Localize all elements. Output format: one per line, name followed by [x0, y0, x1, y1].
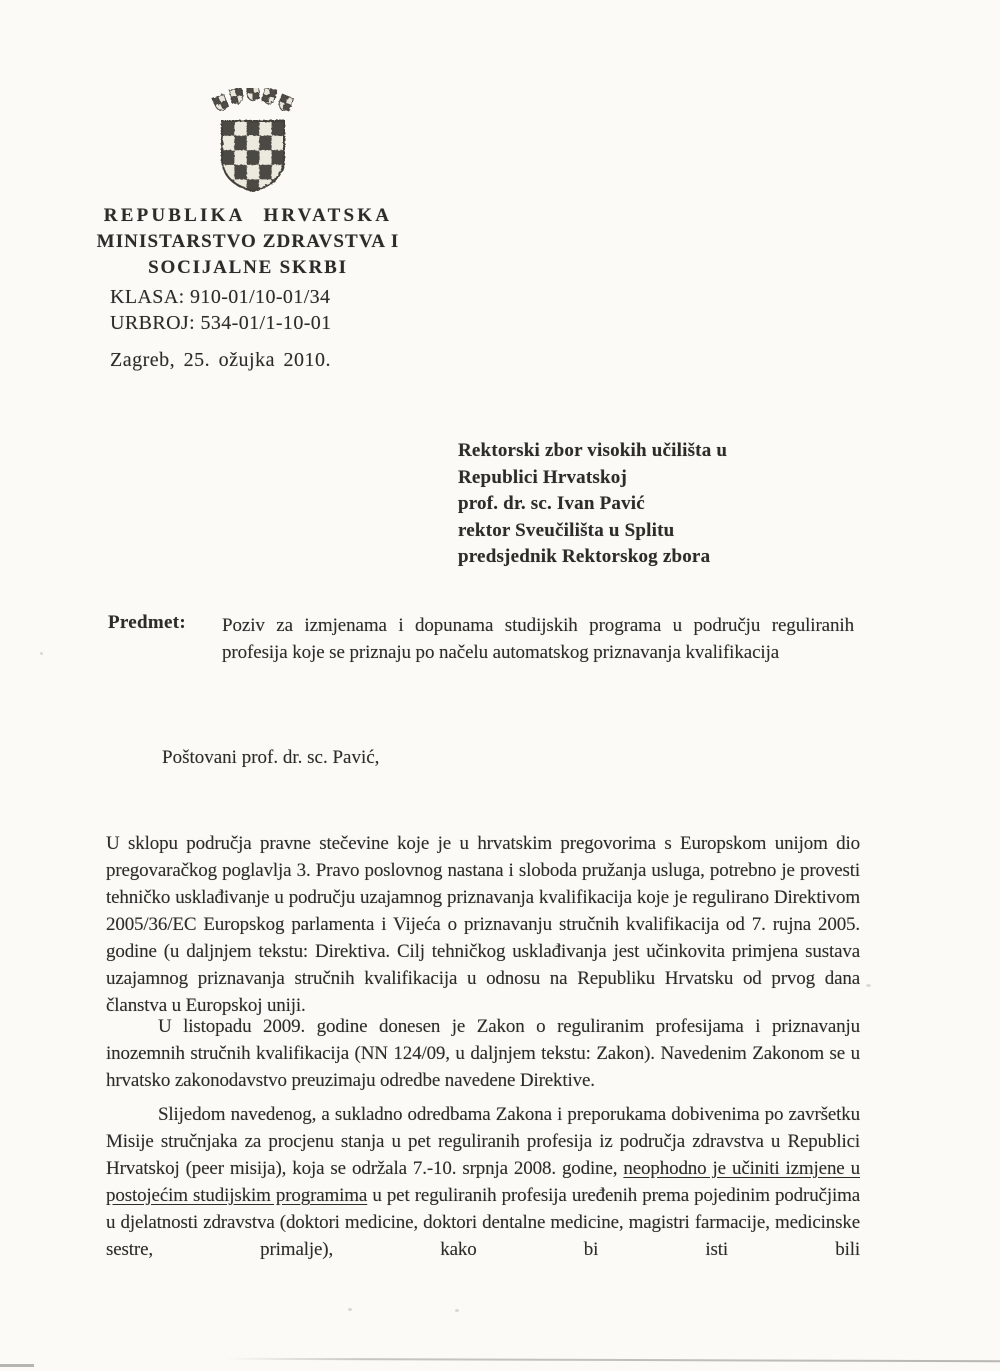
dateline: Zagreb, 25. ožujka 2010.	[110, 349, 331, 371]
recipient-line-3: prof. dr. sc. Ivan Pavić	[458, 493, 645, 514]
scan-artifact-corner-mark	[0, 1364, 34, 1367]
subject-label: Predmet:	[108, 612, 187, 633]
republic-name: REPUBLIKA HRVATSKA	[103, 205, 393, 226]
subject-text: Poziv za izmjenama i dopunama studijskih programa u području reguliranih profesija koje se priznaju po načelu automatskog priznavanja kvalifikacija	[222, 615, 854, 663]
croatian-coat-of-arms-icon	[203, 88, 303, 194]
scan-speck	[455, 1309, 459, 1312]
scan-speck	[866, 984, 871, 987]
recipient-block	[458, 438, 788, 571]
urbroj-number: URBROJ: 534-01/1-10-01	[110, 312, 332, 334]
paragraph-1: U sklopu područja pravne stečevine koje je u hrvatskim pregovorima s Europskom unijom dio pregovaračkog poglavlja 3. Pravo poslovnog nastana i sloboda pružanja usluga, potrebno je provesti tehničko usklađivanje u području uzajamnog priznavanja kvalifikacija koje je regulirano Direktivom 2005/36/EC Europskog parlamenta i Vijeća o priznavanju stručnih kvalifikacija od 7. rujna 2005. godine (u daljnjem tekstu: Direktiva. Cilj tehničkog usklađivanja jest učinkovita primjena sustava uzajamnog priznavanja stručnih kvalifikacija u odnosu na Republiku Hrvatsku od prvog dana članstva u Europskoj uniji.	[106, 833, 860, 1016]
recipient-line-1: Rektorski zbor visokih učilišta u	[458, 440, 728, 461]
paragraph-2: U listopadu 2009. godine donesen je Zakon o reguliranim profesijama i priznavanju inozemnih stručnih kvalifikacija (NN 124/09, u daljnjem tekstu: Zakon). Navedenim Zakonom se u hrvatsko zakonodavstvo preuzimaju odredbe navedene Direktive.	[106, 1016, 860, 1091]
scan-speck	[40, 652, 43, 655]
letterhead	[78, 203, 418, 281]
klasa-number: KLASA: 910-01/10-01/34	[110, 286, 331, 308]
paragraph-3-prefix: Slijedom navedenog, a sukladno odredbama Zakona i preporukama dobivenima po završetku Misije stručnjaka za procjenu stanja u pet reguliranih profesija iz područja zdravstva u Republici Hrvatskoj (peer misija), koja se održala 7.-10. srpnja 2008. godine,	[106, 1104, 860, 1179]
salutation: Poštovani prof. dr. sc. Pavić,	[162, 747, 380, 768]
scan-speck	[348, 1308, 352, 1311]
paragraph-3	[106, 1101, 860, 1263]
scan-artifact-bottom-line	[225, 1358, 1000, 1362]
paragraph-3-suffix: u pet reguliranih profesija uređenih prema pojedinim područjima u djelatnosti zdravstva (doktori medicine, doktori dentalne medicine, magistri farmacije, medicinske sestre, primalje), kako bi isti bili	[106, 1185, 860, 1260]
ministry-name-line2: SOCIJALNE SKRBI	[148, 257, 348, 278]
paragraph-3-underlined-phrase: neophodno je učiniti izmjene u postojećim studijskim programima	[106, 1158, 860, 1206]
recipient-line-4: rektor Sveučilišta u Splitu	[458, 519, 675, 541]
recipient-line-2: Republici Hrvatskoj	[458, 466, 628, 488]
ministry-name-line1: MINISTARSTVO ZDRAVSTVA I	[96, 231, 400, 252]
recipient-line-5: predsjednik Rektorskog zbora	[458, 546, 711, 567]
